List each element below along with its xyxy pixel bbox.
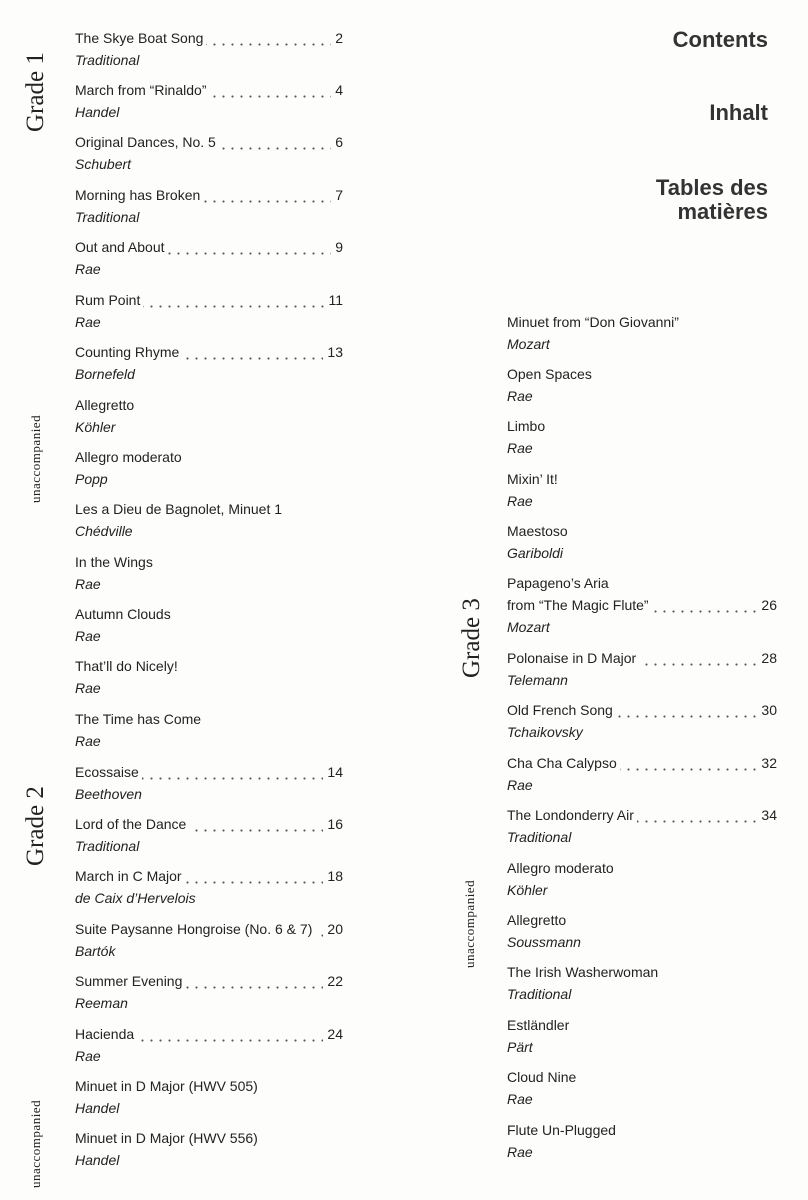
entry-title: Open Spaces <box>507 364 595 384</box>
entry-composer: Bornefeld <box>75 366 135 382</box>
toc-entry[interactable] <box>75 866 343 910</box>
heading-tables-line-2: matières <box>677 199 768 224</box>
entry-page: 2 <box>331 28 343 48</box>
entry-page: 18 <box>323 866 343 886</box>
toc-entry[interactable] <box>75 1128 343 1172</box>
toc-entry-two-line[interactable] <box>507 573 777 639</box>
entry-page: 20 <box>323 919 343 939</box>
entry-title: Maestoso <box>507 521 571 541</box>
heading-tables-des-matieres <box>656 176 768 224</box>
entry-composer: Rae <box>507 388 533 404</box>
toc-entry[interactable] <box>75 1024 343 1068</box>
entry-title: Out and About <box>75 237 168 257</box>
entry-composer: Traditional <box>507 829 572 845</box>
toc-entry[interactable] <box>75 395 343 439</box>
entry-title: Polonaise in D Major <box>507 648 639 668</box>
entry-composer: Pärt <box>507 1039 533 1055</box>
entry-title: Original Dances, No. 5 <box>75 132 219 152</box>
toc-entry[interactable] <box>507 805 777 849</box>
entry-title: Old French Song <box>507 700 616 720</box>
entry-title: Les a Dieu de Bagnolet, Minuet 1 <box>75 499 285 519</box>
entry-title: Suite Paysanne Hongroise (No. 6 & 7) <box>75 919 315 939</box>
entry-title: Hacienda <box>75 1024 137 1044</box>
entry-title: Rum Point <box>75 290 143 310</box>
entry-composer: Soussmann <box>507 934 581 950</box>
entry-page: 32 <box>757 753 777 773</box>
entry-title: March from “Rinaldo” <box>75 80 209 100</box>
entry-composer: Rae <box>75 733 101 749</box>
entry-composer: Traditional <box>75 838 140 854</box>
toc-entry[interactable] <box>75 80 343 124</box>
toc-entry[interactable] <box>75 342 343 386</box>
entry-page: 4 <box>331 80 343 100</box>
entry-composer: Gariboldi <box>507 545 564 561</box>
entry-title: The Time has Come <box>75 709 204 729</box>
unaccompanied-label-grade-2: unaccompanied <box>28 1099 43 1188</box>
toc-entry[interactable] <box>507 312 777 356</box>
heading-tables-line-1: Tables des <box>655 175 768 200</box>
entry-composer: Köhler <box>75 419 116 435</box>
entry-title: Morning has Broken <box>75 185 203 205</box>
entry-title: Ecossaise <box>75 762 142 782</box>
toc-entry[interactable] <box>75 132 343 176</box>
entry-composer: Traditional <box>75 209 140 225</box>
toc-entry[interactable] <box>75 28 343 72</box>
entry-page: 13 <box>323 342 343 362</box>
entry-title: That’ll do Nicely! <box>75 656 181 676</box>
grade-2-label: Grade 2 <box>22 786 49 866</box>
grade-1-label: Grade 1 <box>22 52 49 132</box>
entry-title: Cloud Nine <box>507 1067 579 1087</box>
entry-title-line-1: Papageno’s Aria <box>507 573 612 593</box>
toc-entry[interactable] <box>507 1015 777 1059</box>
entry-composer: Rae <box>75 314 101 330</box>
entry-composer: Rae <box>75 1048 101 1064</box>
entry-composer: Traditional <box>507 986 572 1002</box>
entry-title: In the Wings <box>75 552 156 572</box>
entry-composer: Rae <box>75 261 101 277</box>
entry-composer: de Caix d’Hervelois <box>75 890 196 906</box>
toc-entry[interactable] <box>75 447 343 491</box>
entry-title: Summer Evening <box>75 971 185 991</box>
entry-title: Limbo <box>507 416 548 436</box>
entry-composer: Rae <box>507 1144 533 1160</box>
toc-entry[interactable] <box>75 1076 343 1120</box>
unaccompanied-label-grade-1: unaccompanied <box>28 414 43 503</box>
entry-title: Flute Un-Plugged <box>507 1120 619 1140</box>
toc-entry[interactable] <box>507 753 777 797</box>
entry-composer: Mozart <box>507 336 550 352</box>
entry-page: 14 <box>323 762 343 782</box>
entry-composer: Rae <box>507 493 533 509</box>
toc-entry[interactable] <box>507 962 777 1006</box>
entry-title: The Skye Boat Song <box>75 28 206 48</box>
entry-title: Mixin’ It! <box>507 469 561 489</box>
entry-page: 9 <box>331 237 343 257</box>
entry-title: The Londonderry Air <box>507 805 637 825</box>
toc-entry[interactable] <box>75 762 343 806</box>
toc-entry[interactable] <box>75 604 343 648</box>
entry-composer: Traditional <box>75 52 140 68</box>
toc-entry[interactable] <box>75 709 343 753</box>
toc-entry[interactable] <box>507 858 777 902</box>
entry-title: Allegretto <box>507 910 569 930</box>
entry-composer: Tchaikovsky <box>507 724 583 740</box>
toc-entry[interactable] <box>75 185 343 229</box>
entry-composer: Handel <box>75 1152 120 1168</box>
toc-entry[interactable] <box>75 552 343 596</box>
toc-entry[interactable] <box>507 1120 777 1164</box>
entry-title: March in C Major <box>75 866 185 886</box>
toc-entry[interactable] <box>75 499 343 543</box>
entry-page: 6 <box>331 132 343 152</box>
entry-composer: Rae <box>75 628 101 644</box>
entry-title: Autumn Clouds <box>75 604 174 624</box>
entry-page: 28 <box>757 648 777 668</box>
entry-composer: Schubert <box>75 156 132 172</box>
toc-entry[interactable] <box>507 469 777 513</box>
entry-composer: Beethoven <box>75 786 142 802</box>
entry-composer: Köhler <box>507 882 548 898</box>
entry-composer: Rae <box>75 576 101 592</box>
toc-entry[interactable] <box>507 910 777 954</box>
entry-page: 7 <box>331 185 343 205</box>
entry-composer: Rae <box>75 680 101 696</box>
entry-page: 30 <box>757 700 777 720</box>
entry-page: 26 <box>757 595 777 615</box>
entry-page: 24 <box>323 1024 343 1044</box>
entry-composer: Rae <box>507 777 533 793</box>
toc-entry[interactable] <box>75 290 343 334</box>
entry-composer: Telemann <box>507 672 568 688</box>
toc-entry[interactable] <box>507 521 777 565</box>
entry-title: Minuet in D Major (HWV 556) <box>75 1128 261 1148</box>
entry-title: Estländler <box>507 1015 572 1035</box>
toc-entry[interactable] <box>75 814 343 858</box>
entry-title: The Irish Washerwoman <box>507 962 661 982</box>
toc-entry[interactable] <box>75 656 343 700</box>
entry-title: Counting Rhyme <box>75 342 182 362</box>
entry-page: 22 <box>323 971 343 991</box>
entry-composer: Bartók <box>75 943 116 959</box>
entry-composer: Reeman <box>75 995 128 1011</box>
toc-entry[interactable] <box>507 416 777 460</box>
entry-title: Minuet from “Don Giovanni” <box>507 312 682 332</box>
entry-title: Allegro moderato <box>75 447 185 467</box>
heading-inhalt: Inhalt <box>709 100 768 125</box>
entry-composer: Handel <box>75 1100 120 1116</box>
entry-composer: Handel <box>75 104 120 120</box>
toc-entry[interactable] <box>507 648 777 692</box>
entry-page: 11 <box>324 290 343 310</box>
toc-entry[interactable] <box>507 364 777 408</box>
entry-page: 34 <box>757 805 777 825</box>
grade-3-label: Grade 3 <box>458 598 485 678</box>
toc-entry[interactable] <box>75 237 343 281</box>
entry-title: Allegro moderato <box>507 858 617 878</box>
heading-contents: Contents <box>672 27 768 52</box>
entry-title: Minuet in D Major (HWV 505) <box>75 1076 261 1096</box>
toc-entry[interactable] <box>75 971 343 1015</box>
toc-entry[interactable] <box>507 700 777 744</box>
entry-page: 16 <box>323 814 343 834</box>
entry-composer: Rae <box>507 440 533 456</box>
entry-title: Lord of the Dance <box>75 814 189 834</box>
entry-title: from “The Magic Flute” <box>507 595 652 615</box>
entry-title: Allegretto <box>75 395 137 415</box>
entry-composer: Popp <box>75 471 108 487</box>
toc-entry[interactable] <box>507 1067 777 1111</box>
entry-composer: Chédville <box>75 523 133 539</box>
entry-composer: Mozart <box>507 619 550 635</box>
entry-composer: Rae <box>507 1091 533 1107</box>
entry-title: Cha Cha Calypso <box>507 753 620 773</box>
toc-entry[interactable] <box>75 919 343 963</box>
unaccompanied-label-grade-3: unaccompanied <box>462 879 477 968</box>
